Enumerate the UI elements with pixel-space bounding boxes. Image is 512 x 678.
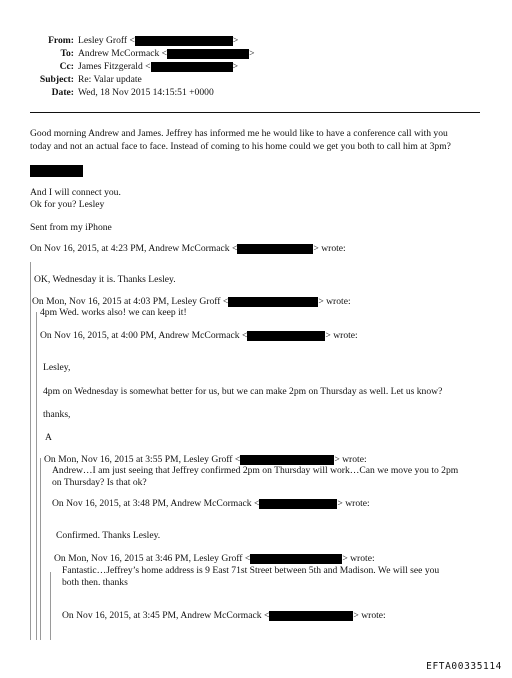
redaction-box <box>135 36 233 46</box>
quote-3-attribution: On Nov 16, 2015, at 4:00 PM, Andrew McCormack < <box>40 330 248 341</box>
body-connect: And I will connect you. <box>30 187 121 198</box>
quote-6-line-2: both then. thanks <box>62 577 128 588</box>
quote-1-attribution: On Nov 16, 2015, at 4:23 PM, Andrew McCormack < <box>30 243 238 254</box>
redaction-box <box>228 297 318 307</box>
to-name: Andrew McCormack < <box>78 48 168 59</box>
date-label: Date: <box>51 87 74 98</box>
to-end: > <box>249 48 255 59</box>
redaction-box <box>250 554 342 564</box>
header-date-row <box>0 86 214 99</box>
redaction-box <box>30 165 83 177</box>
header-from-row <box>0 34 238 47</box>
to-label: To: <box>60 48 74 59</box>
document-id: EFTA00335114 <box>426 661 502 672</box>
body-ok: Ok for you? Lesley <box>30 199 105 210</box>
quote-5-attribution: On Nov 16, 2015, at 3:48 PM, Andrew McCormack < <box>52 498 260 509</box>
quote-2-attribution: On Mon, Nov 16, 2015 at 4:03 PM, Lesley Groff < <box>32 296 229 307</box>
redaction-box <box>167 49 249 59</box>
quote-4-line-2: on Thursday? Is that ok? <box>52 477 147 488</box>
body-sent: Sent from my iPhone <box>30 222 112 233</box>
quote-bar-1 <box>30 262 31 640</box>
quote-3-thanks: thanks, <box>43 409 71 420</box>
wrote-text: > wrote: <box>334 454 367 465</box>
quote-3-header <box>40 330 358 343</box>
quote-3-text: 4pm on Wednesday is somewhat better for us, but we can make 2pm on Thursday as well. Let us know? <box>43 386 443 397</box>
redaction-box <box>259 499 337 509</box>
quote-7-attribution: On Nov 16, 2015, at 3:45 PM, Andrew McCormack < <box>62 610 270 621</box>
redaction-box <box>269 611 353 621</box>
date-value: Wed, 18 Nov 2015 14:15:51 +0000 <box>78 87 214 98</box>
quote-2-text: 4pm Wed. works also! we can keep it! <box>40 307 187 318</box>
quote-4-attribution: On Mon, Nov 16, 2015 at 3:55 PM, Lesley Groff < <box>44 454 241 465</box>
quote-7-header <box>62 610 386 623</box>
body-line-1: Good morning Andrew and James. Jeffrey has informed me he would like to have a conference call with you <box>30 128 448 139</box>
redaction-box <box>237 244 313 254</box>
cc-name: James Fitzgerald < <box>78 61 151 72</box>
header-divider <box>30 112 480 113</box>
quote-4-line-1: Andrew…I am just seeing that Jeffrey confirmed 2pm on Thursday will work…Can we move you to 2pm <box>52 465 459 476</box>
quote-bar-2 <box>36 312 37 640</box>
wrote-text: > wrote: <box>353 610 386 621</box>
wrote-text: > wrote: <box>318 296 351 307</box>
redaction-box <box>240 455 334 465</box>
body-line-2: today and not an actual face to face. Instead of coming to his home could we get you both to call him at 3pm? <box>30 141 451 152</box>
header-cc-row <box>0 60 238 73</box>
redaction-box <box>151 62 233 72</box>
quote-5-text: Confirmed. Thanks Lesley. <box>56 530 161 541</box>
wrote-text: > wrote: <box>337 498 370 509</box>
quote-bar-4 <box>50 572 51 640</box>
quote-6-attribution: On Mon, Nov 16, 2015 at 3:46 PM, Lesley Groff < <box>54 553 251 564</box>
redaction-box <box>247 331 325 341</box>
wrote-text: > wrote: <box>313 243 346 254</box>
wrote-text: > wrote: <box>342 553 375 564</box>
cc-end: > <box>232 61 238 72</box>
wrote-text: > wrote: <box>325 330 358 341</box>
header-to-row <box>0 47 255 60</box>
from-label: From: <box>48 35 74 46</box>
quote-1-text: OK, Wednesday it is. Thanks Lesley. <box>34 274 176 285</box>
subject-value: Re: Valar update <box>78 74 142 85</box>
quote-3-greeting: Lesley, <box>43 362 71 373</box>
quote-6-line-1: Fantastic…Jeffrey’s home address is 9 East 71st Street between 5th and Madison. We will see you <box>62 565 440 576</box>
quote-1-header <box>30 243 346 256</box>
subject-label: Subject: <box>39 74 74 85</box>
quote-6-header <box>54 553 375 566</box>
from-end: > <box>232 35 239 46</box>
from-name: Lesley Groff < <box>78 35 135 46</box>
cc-label: Cc: <box>59 61 74 72</box>
quote-5-header <box>52 498 370 511</box>
quote-bar-3 <box>40 458 41 640</box>
quote-3-sign: A <box>45 432 52 443</box>
header-subject-row <box>0 73 142 86</box>
